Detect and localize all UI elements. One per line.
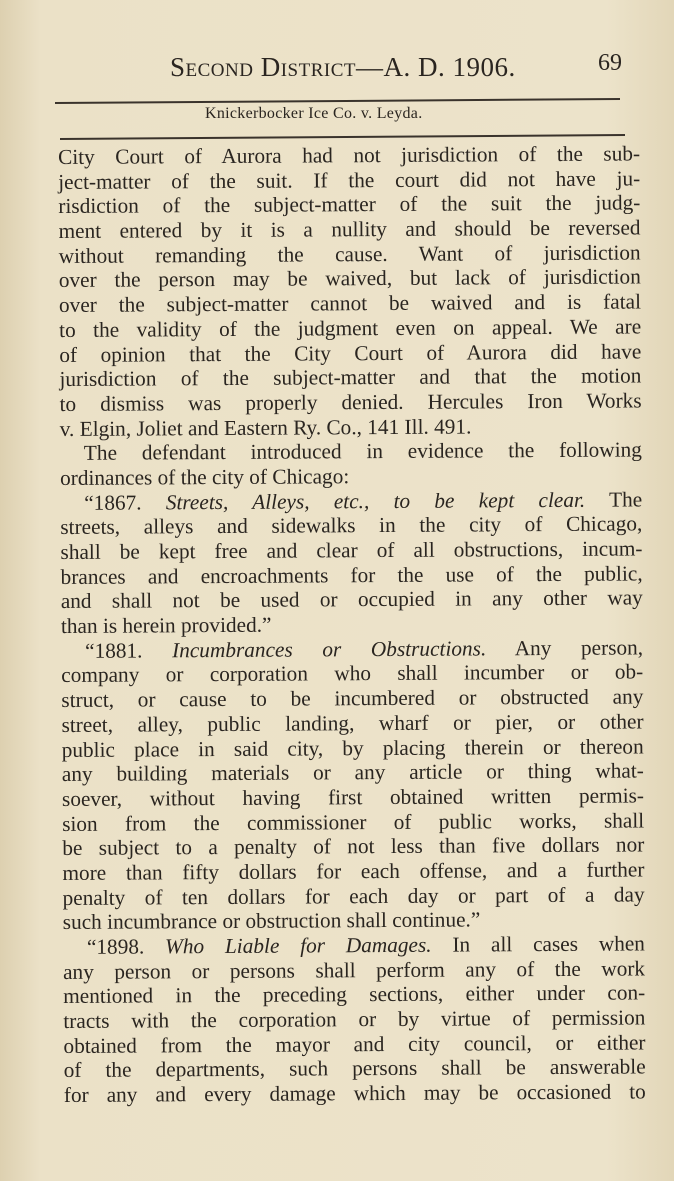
text-line xyxy=(62,783,644,811)
text-segment: such incumbrance or obstruction shall continue.” xyxy=(62,907,481,935)
text-line xyxy=(58,191,640,219)
text-segment: streets, alleys and sidewalks in the city of Chicago, xyxy=(60,511,643,540)
text-segment: be subject to a penalty of not less than five dollars nor xyxy=(62,832,645,861)
text-line xyxy=(61,635,643,663)
text-line xyxy=(62,808,644,836)
text-line xyxy=(59,364,641,392)
text-line xyxy=(63,981,645,1009)
text-segment: obtained from the mayor and city council, or either xyxy=(63,1030,646,1058)
text-line xyxy=(61,586,643,614)
text-segment: and shall not be used or occupied in any other way xyxy=(60,585,643,614)
text-segment: tracts with the corporation or by virtue of permission xyxy=(63,1005,646,1034)
header-rule xyxy=(55,98,620,103)
text-line xyxy=(59,240,641,268)
text-segment: mentioned in the preceding sections, either under con- xyxy=(63,980,646,1009)
text-segment: The xyxy=(585,487,643,512)
text-segment: City Court of Aurora had not jurisdiction of the sub- xyxy=(58,141,641,169)
text-segment: “1881. xyxy=(85,638,173,663)
section-heading-italic: Incumbrances or Obstructions. xyxy=(171,636,487,663)
text-segment: more than fifty dollars for each offense, and a further xyxy=(62,857,645,885)
text-segment: any building materials or any article or thing what- xyxy=(61,758,644,787)
text-segment: jurisdiction of the subject-matter and that the motion xyxy=(59,363,642,392)
text-segment: street, alley, public landing, wharf or pier, or other xyxy=(61,709,644,737)
text-line xyxy=(59,339,641,367)
text-segment: over the subject-matter cannot be waived and is fatal xyxy=(58,289,642,318)
text-line xyxy=(63,1005,645,1033)
text-line xyxy=(60,413,642,441)
running-head-rule xyxy=(60,134,625,139)
text-line xyxy=(59,265,641,293)
text-segment: ment entered by it is a nullity and should be reversed xyxy=(58,215,641,244)
text-line xyxy=(63,882,645,910)
text-line xyxy=(62,734,644,762)
text-segment: without remanding the cause. Want of jurisdiction xyxy=(58,240,641,268)
text-line xyxy=(63,956,645,984)
text-line xyxy=(58,141,640,169)
text-line xyxy=(62,759,644,787)
text-line xyxy=(59,290,641,318)
text-line xyxy=(60,388,642,416)
text-line xyxy=(60,438,642,466)
text-segment: shall be kept free and clear of all obstructions, incum- xyxy=(60,536,643,564)
section-heading-italic: Who Liable for Damages. xyxy=(165,932,432,959)
text-line xyxy=(61,660,643,688)
text-segment: Any person, xyxy=(486,635,644,661)
text-segment: ject-matter of the suit. If the court did not have ju- xyxy=(58,166,641,194)
text-segment: to dismiss was properly denied. Hercules Iron Works xyxy=(59,388,642,416)
page-header-title: Second District—A. D. 1906. xyxy=(170,52,516,82)
text-line xyxy=(60,487,642,515)
text-line xyxy=(61,610,643,638)
text-segment: The defendant introduced in evidence the following xyxy=(83,437,642,466)
text-segment: public place in said city, by placing therein or thereon xyxy=(61,733,644,762)
text-segment: ordinances of the city of Chicago: xyxy=(59,464,350,490)
text-line xyxy=(60,536,642,564)
text-segment: of opinion that the City Court of Aurora did have xyxy=(59,338,642,367)
page-number: 69 xyxy=(598,50,622,76)
text-line xyxy=(63,907,645,935)
text-line xyxy=(61,685,643,713)
body-text xyxy=(58,141,646,1107)
text-line xyxy=(58,216,640,244)
text-segment: to the validity of the judgment even on appeal. We are xyxy=(59,314,642,342)
text-segment: In all cases when xyxy=(431,931,645,957)
text-segment: over the person may be waived, but lack of jurisdiction xyxy=(58,264,641,293)
text-line xyxy=(61,709,643,737)
text-line xyxy=(62,857,644,885)
running-head: Knickerbocker Ice Co. v. Leyda. xyxy=(205,105,423,122)
text-segment: “1867. xyxy=(84,489,166,515)
text-segment: struct, or cause to be incumbered or obstructed any xyxy=(61,684,644,713)
text-line xyxy=(63,931,645,959)
text-line xyxy=(64,1080,646,1108)
text-line xyxy=(64,1055,646,1083)
text-line xyxy=(59,314,641,342)
text-segment: “1898. xyxy=(86,934,166,959)
text-segment: sion from the commissioner of public works, shall xyxy=(62,807,645,836)
text-line xyxy=(62,833,644,861)
text-segment: than is herein provided.” xyxy=(60,612,272,639)
text-segment: penalty of ten dollars for each day or part of a day xyxy=(62,882,645,910)
text-segment: brances and encroachments for the use of the public, xyxy=(60,561,643,589)
text-segment: of the departments, such persons shall be answerable xyxy=(63,1054,646,1083)
text-segment: company or corporation who shall incumber or ob- xyxy=(61,659,644,688)
section-heading-italic: Streets, Alleys, etc., to be kept clear. xyxy=(165,487,586,514)
text-line xyxy=(63,1030,645,1058)
text-segment: for any and every damage which may be occasioned to xyxy=(63,1079,646,1108)
text-segment: v. Elgin, Joliet and Eastern Ry. Co., 141 Ill. 491. xyxy=(59,414,472,441)
text-segment: soever, without having first obtained written permis- xyxy=(61,783,645,811)
text-segment: risdiction of the subject-matter of the suit the judg- xyxy=(58,190,641,219)
text-line xyxy=(61,561,643,589)
text-line xyxy=(60,512,642,540)
text-line xyxy=(60,462,642,490)
text-segment: any person or persons shall perform any of the work xyxy=(62,956,646,984)
text-line xyxy=(58,166,640,194)
